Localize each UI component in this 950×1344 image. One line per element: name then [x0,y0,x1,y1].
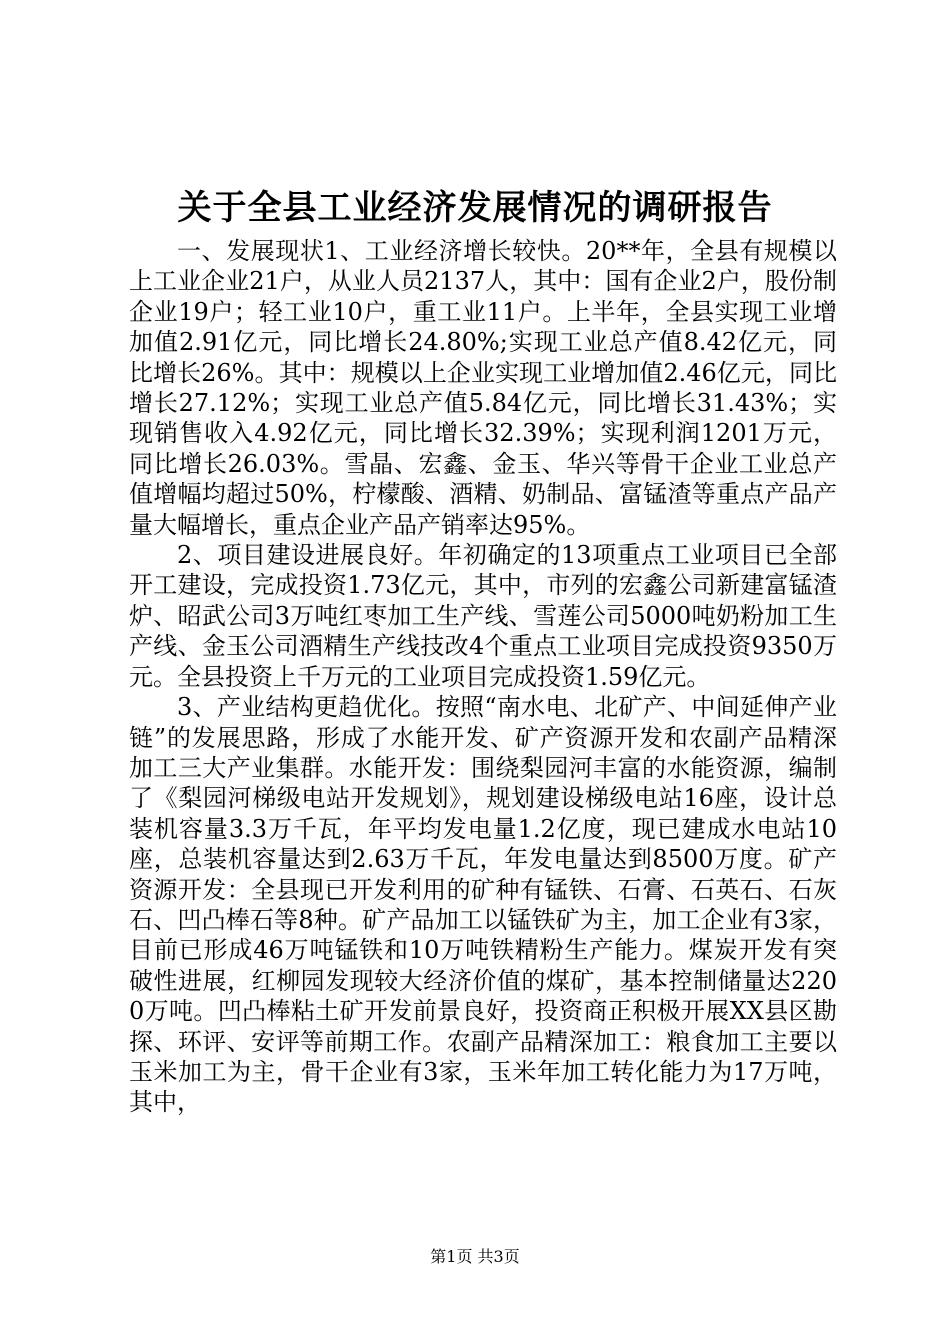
paragraph-2: 2、项目建设进展良好。年初确定的13项重点工业项目已全部开工建设，完成投资1.73亿元，其中，市列的宏鑫公司新建富锰渣炉、昭武公司3万吨红枣加工生产线、雪莲公司5000吨奶粉加工生产线、金玉公司酒精生产线技改4个重点工业项目完成投资9350万元。全县投资上千万元的工业项目完成投资1.59亿元。 [129,541,837,691]
paragraph-1: 一、发展现状1、工业经济增长较快。20**年，全县有规模以上工业企业21户，从业人员2137人，其中：国有企业2户，股份制企业19户；轻工业10户，重工业11户。上半年，全县实现工业增加值2.91亿元，同比增长24.80%;实现工业总产值8.42亿元，同比增长26%。其中：规模以上企业实现工业增加值2.46亿元，同比增长27.12%；实现工业总产值5.84亿元，同比增长31.43%；实现销售收入4.92亿元，同比增长32.39%；实现利润1201万元，同比增长26.03%。雪晶、宏鑫、金玉、华兴等骨干企业工业总产值增幅均超过50%，柠檬酸、酒精、奶制品、富锰渣等重点产品产量大幅增长，重点企业产品产销率达95%。 [129,237,837,539]
page-number-footer: 第1页 共3页 [430,1247,520,1266]
document-title: 关于全县工业经济发展情况的调研报告 [177,188,773,228]
document-body [129,236,837,1118]
paragraph-3: 3、产业结构更趋优化。按照“南水电、北矿产、中间延伸产业链”的发展思路，形成了水能开发、矿产资源开发和农副产品精深加工三大产业集群。水能开发：围绕梨园河丰富的水能资源，编制了《梨园河梯级电站开发规划》，规划建设梯级电站16座，设计总装机容量3.3万千瓦，年平均发电量1.2亿度，现已建成水电站10座，总装机容量达到2.63万千瓦，年发电量达到8500万度。矿产资源开发：全县现已开发利用的矿种有锰铁、石膏、石英石、石灰石、凹凸棒石等8种。矿产品加工以锰铁矿为主，加工企业有3家，目前已形成46万吨锰铁和10万吨铁精粉生产能力。煤炭开发有突破性进展，红柳园发现较大经济价值的煤矿，基本控制储量达2200万吨。凹凸棒粘土矿开发前景良好，投资商正积极开展XX县区勘探、环评、安评等前期工作。农副产品精深加工：粮食加工主要以玉米加工为主，骨干企业有3家，玉米年加工转化能力为17万吨，其中， [129,693,837,1117]
